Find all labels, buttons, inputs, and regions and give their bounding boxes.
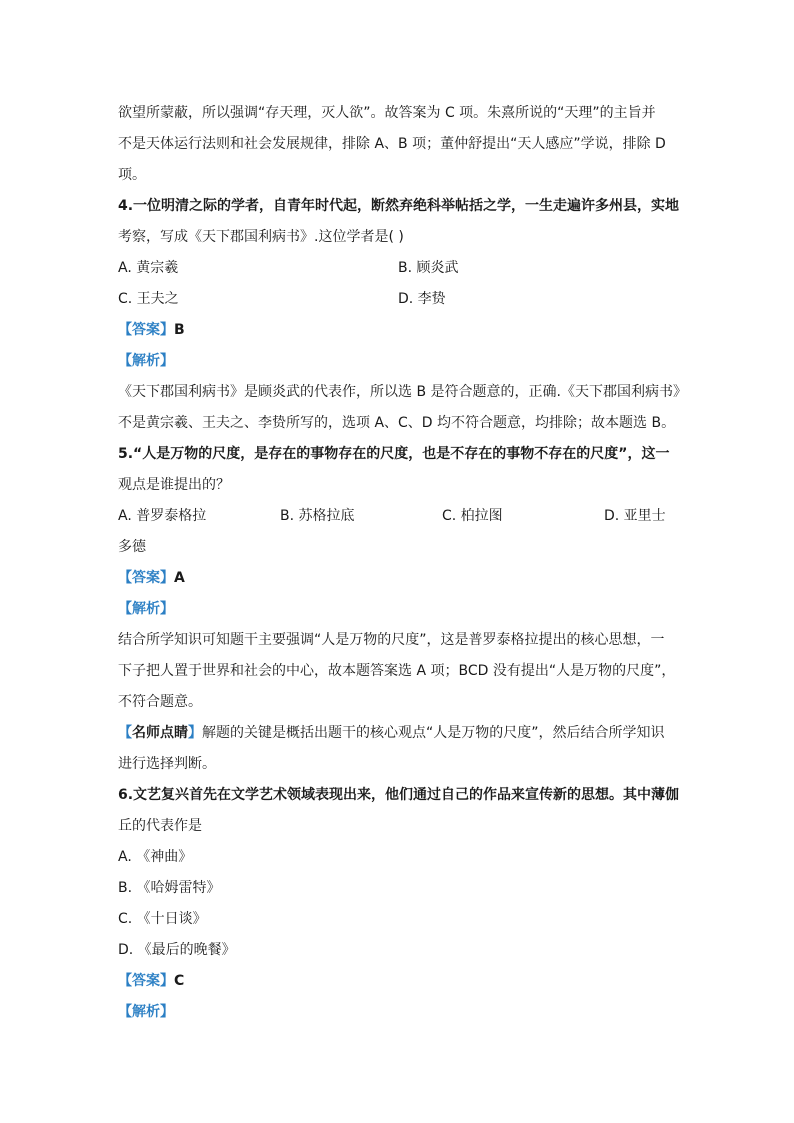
q5-analysis-line-1: 结合所学知识可知题干主要强调“人是万物的尺度”，这是普罗泰格拉提出的核心思想，一	[118, 632, 665, 648]
q5-option-b: B. 苏格拉底	[280, 508, 355, 524]
q6-option-c: C. 《十日谈》	[118, 911, 207, 927]
q4-answer: 【答案】B	[118, 322, 185, 338]
intro-line-3: 项。	[118, 167, 146, 183]
intro-line-2: 不是天体运行法则和社会发展规律，排除 A、B 项；董仲舒提出“天人感应”学说，排除 D	[118, 136, 666, 152]
q5-tip-line-1: 【名师点睛】解题的关键是概括出题干的核心观点“人是万物的尺度”，然后结合所学知识	[118, 725, 665, 741]
q5-stem-line-1: 5.“人是万物的尺度，是存在的事物存在的尺度，也是不存在的事物不存在的尺度”，这一	[118, 446, 670, 462]
q5-option-d-wrap: 多德	[118, 539, 146, 555]
q5-answer: 【答案】A	[118, 570, 185, 586]
q5-analysis-line-2: 下子把人置于世界和社会的中心，故本题答案选 A 项；BCD 没有提出“人是万物的尺度”，	[118, 663, 676, 679]
intro-line-1: 欲望所蒙蔽，所以强调“存天理，灭人欲”。故答案为 C 项。朱熹所说的“天理”的主旨并	[118, 105, 656, 121]
q5-analysis-line-3: 不符合题意。	[118, 694, 202, 710]
q6-option-a: A. 《神曲》	[118, 849, 193, 865]
q5-tip-line-2: 进行选择判断。	[118, 756, 216, 772]
q4-stem-line-2: 考察，写成《天下郡国利病书》.这位学者是( )	[118, 229, 404, 245]
q4-option-c: C. 王夫之	[118, 291, 179, 307]
q4-option-a: A. 黄宗羲	[118, 260, 179, 276]
q6-option-d: D. 《最后的晚餐》	[118, 942, 236, 958]
q4-option-b: B. 顾炎武	[398, 260, 459, 276]
q4-stem-line-1: 4.一位明清之际的学者，自青年时代起，断然弃绝科举帖括之学，一生走遍许多州县，实地	[118, 198, 680, 214]
q5-option-a: A. 普罗泰格拉	[118, 508, 207, 524]
q4-analysis-label: 【解析】	[118, 353, 174, 369]
q5-stem-line-2: 观点是谁提出的？	[118, 477, 230, 493]
q6-answer: 【答案】C	[118, 973, 185, 989]
q4-options-row-2	[118, 284, 678, 315]
document-page	[118, 98, 687, 1028]
q5-analysis-label: 【解析】	[118, 601, 174, 617]
q5-option-d: D. 亚里士	[604, 508, 666, 524]
q6-analysis-label: 【解析】	[118, 1004, 174, 1020]
q6-stem-line-2: 丘的代表作是	[118, 818, 202, 834]
q5-options-row	[118, 501, 678, 532]
q4-analysis-line-2: 不是黄宗羲、王夫之、李贽所写的，选项 A、C、D 均不符合题意，均排除；故本题选 B。	[118, 415, 676, 431]
q4-options-row-1	[118, 253, 678, 284]
q6-stem-line-1: 6.文艺复兴首先在文学艺术领域表现出来，他们通过自己的作品来宣传新的思想。其中薄伽	[118, 787, 680, 803]
q5-option-c: C. 柏拉图	[442, 508, 503, 524]
q4-option-d: D. 李贽	[398, 291, 446, 307]
q4-analysis-line-1: 《天下郡国利病书》是顾炎武的代表作，所以选 B 是符合题意的，正确.《天下郡国利病书》	[118, 384, 687, 400]
q6-option-b: B. 《哈姆雷特》	[118, 880, 221, 896]
